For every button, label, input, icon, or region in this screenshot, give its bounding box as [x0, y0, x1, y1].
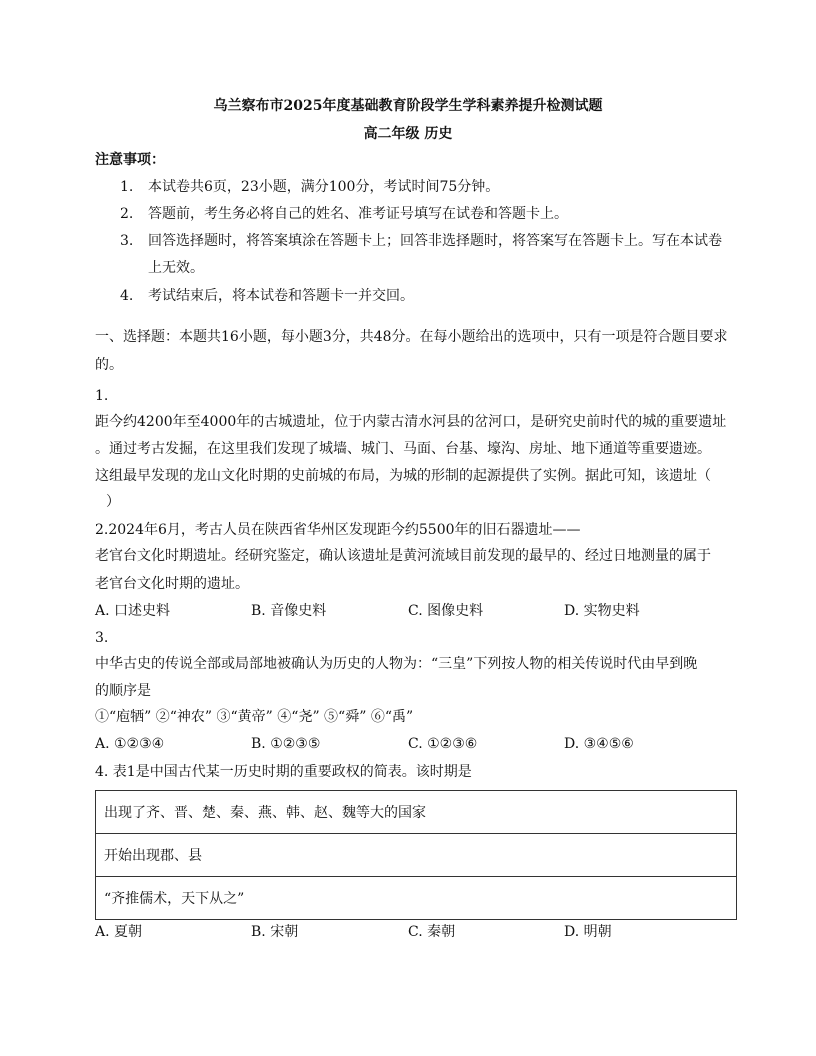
notice-item-text: 答题前，考生务必将自己的姓名、准考证号填写在试卷和答题卡上。 [148, 206, 568, 222]
question-1-number: 1. [95, 388, 109, 404]
notice-item-text: 回答选择题时，将答案填涂在答题卡上；回答非选择题时，将答案写在答题卡上。写在本试卷 [148, 233, 722, 249]
notice-item-number: 4. [120, 288, 134, 304]
table-row [96, 877, 737, 920]
question-4-option-b: B. 宋朝 [251, 924, 299, 940]
notice-item-number: 1. [120, 179, 134, 195]
question-2-text: 老官台文化时期遗址。经研究鉴定，确认该遗址是黄河流域目前发现的最早的、经过日地测量的属于 [95, 548, 711, 564]
notice-item [120, 204, 568, 224]
table-cell: 出现了齐、晋、楚、秦、燕、韩、赵、魏等大的国家 [96, 791, 737, 834]
section-heading: 一、选择题：本题共16小题，每小题3分，共48分。在每小题给出的选项中，只有一项是符合题目要求 [95, 329, 728, 345]
question-4-table [95, 790, 737, 920]
notice-item-number: 3. [120, 233, 134, 249]
question-2-option-c: C. 图像史料 [408, 603, 484, 619]
question-3-text: 中华古史的传说全部或局部地被确认为历史的人物为：“三皇”下列按人物的相关传说时代由早到晚 [95, 656, 698, 672]
table-row [96, 791, 737, 834]
question-4-option-d: D. 明朝 [564, 924, 612, 940]
question-3-option-b: B. ①②③⑤ [251, 736, 321, 752]
question-4-option-c: C. 秦朝 [408, 924, 456, 940]
question-3-option-d: D. ③④⑤⑥ [564, 736, 634, 752]
question-1-text: 这组最早发现的龙山文化时期的史前城的布局，为城的形制的起源提供了实例。据此可知，该遗址（ [95, 468, 711, 484]
question-2-option-b: B. 音像史料 [251, 603, 327, 619]
notice-item [120, 286, 414, 306]
question-3-text: 的顺序是 [95, 683, 151, 699]
notice-item [120, 177, 499, 197]
question-2-text: 老官台文化时期的遗址。 [95, 576, 249, 592]
section-heading-continuation: 的。 [95, 357, 123, 373]
exam-title: 乌兰察布市2025年度基础教育阶段学生学科素养提升检测试题 [213, 98, 603, 114]
question-3-number: 3. [95, 630, 109, 646]
notice-heading: 注意事项： [95, 152, 165, 168]
question-4-option-a: A. 夏朝 [95, 924, 143, 940]
exam-subtitle: 高二年级 历史 [363, 126, 453, 142]
question-4-text: 4. 表1是中国古代某一历史时期的重要政权的简表。该时期是 [95, 764, 472, 780]
question-2-option-d: D. 实物史料 [564, 603, 640, 619]
question-1-text: 距今约4200年至4000年的古城遗址，位于内蒙古清水河县的岔河口，是研究史前时代的城的重要遗址 [95, 414, 727, 430]
question-3-option-a: A. ①②③④ [95, 736, 165, 752]
notice-item-text: 考试结束后，将本试卷和答题卡一并交回。 [148, 288, 414, 304]
notice-item-continuation: 上无效。 [148, 260, 204, 276]
table-row [96, 834, 737, 877]
question-1-answer-blank: ） [106, 494, 120, 510]
question-3-items: ①“庖牺” ②“神农” ③“黄帝” ④“尧” ⑤“舜” ⑥“禹” [95, 709, 414, 725]
question-2-text: 2.2024年6月，考古人员在陕西省华州区发现距今约5500年的旧石器遗址—— [95, 522, 581, 538]
notice-item-text: 本试卷共6页，23小题，满分100分，考试时间75分钟。 [148, 179, 500, 195]
question-2-option-a: A. 口述史料 [95, 603, 171, 619]
notice-item-number: 2. [120, 206, 134, 222]
notice-item [120, 231, 722, 251]
question-1-text: 。通过考古发掘，在这里我们发现了城墙、城门、马面、台基、壕沟、房址、地下通道等重要遗迹。 [95, 441, 711, 457]
table-cell: 开始出现郡、县 [96, 834, 737, 877]
table-cell: “齐推儒术，天下从之” [96, 877, 737, 920]
question-3-option-c: C. ①②③⑥ [408, 736, 478, 752]
